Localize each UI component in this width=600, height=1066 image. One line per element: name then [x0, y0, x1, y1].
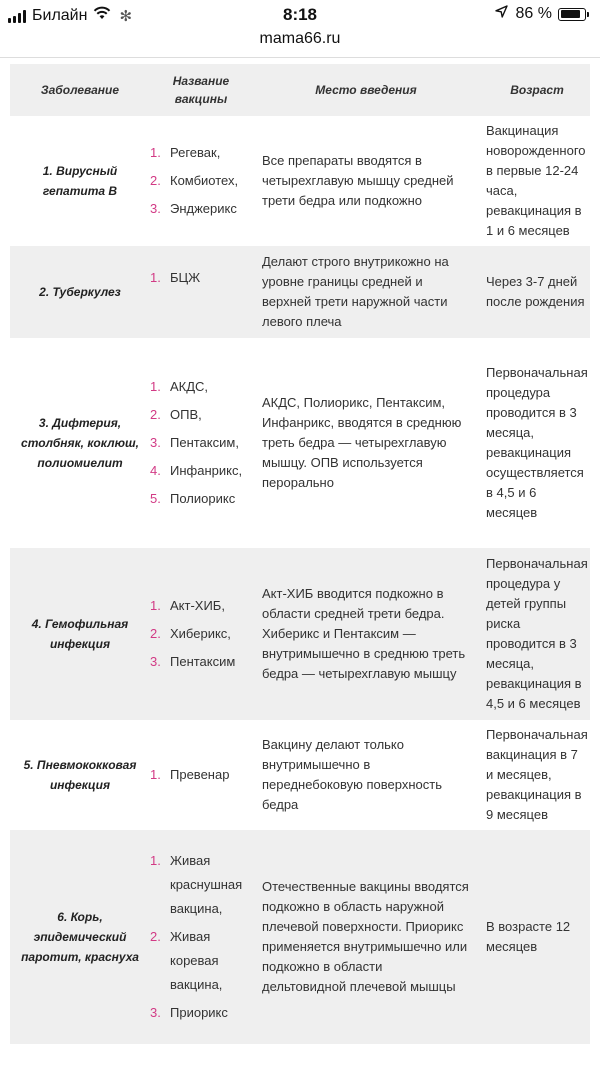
battery-icon [558, 8, 586, 21]
list-item: 2. ОПВ, [150, 407, 202, 422]
list-item: 1. Превенар [150, 767, 230, 782]
disease-name: 1. Вирусный гепатита В [42, 164, 118, 198]
url-text[interactable]: mama66.ru [259, 30, 341, 47]
header-disease: Заболевание [40, 83, 120, 97]
list-item: 2. Хиберикс, [150, 626, 231, 641]
status-time: 8:18 [282, 5, 318, 24]
disease-name: 6. Корь, эпидемический паротит, краснуха [21, 910, 139, 964]
status-right [495, 5, 586, 23]
list-item: 1. Акт-ХИБ, [150, 598, 225, 613]
injection-site: Акт-ХИБ вводится подкожно в области средней трети бедра. Хиберикс и Пентаксим — внутримышечно в среднюю треть бедра — четырехглавую мышцу [262, 586, 466, 681]
url-bar[interactable] [0, 30, 600, 58]
vaccine-list [150, 373, 242, 513]
list-item: 2. Комбиотех, [150, 173, 239, 188]
list-item: 4. Инфанрикс, [150, 463, 243, 478]
carrier-name: Билайн [32, 6, 88, 24]
disease-name: 4. Гемофильная инфекция [31, 617, 129, 651]
age-info: Первоначальная вакцинация в 7 и месяцев, ревакцинация в 9 месяцев [486, 727, 588, 822]
table-row [10, 338, 590, 548]
age-info: Через 3-7 дней после рождения [486, 274, 585, 309]
injection-site: Все препараты вводятся в четырехглавую мышцу средней трети бедра или подкожно [262, 153, 454, 208]
list-item: 1. БЦЖ [150, 270, 201, 285]
status-bar [0, 0, 600, 30]
list-item: 3. Пентаксим [150, 654, 236, 669]
age-info: Вакцинация новорожденного в первые 12-24 часа, ревакцинация в 1 и 6 месяцев [486, 123, 586, 238]
vaccine-list [150, 847, 246, 1027]
list-item: 3. Пентаксим, [150, 435, 239, 450]
disease-name: 3. Дифтерия, столбняк, коклюш, полиомиелит [21, 416, 139, 470]
list-item: 3. Энджерикс [150, 201, 237, 216]
vaccination-table [10, 64, 590, 1044]
injection-site: АКДС, Полиорикс, Пентаксим, Инфанрикс, вводятся в среднюю треть бедра — четырехглавую мышцу. ОПВ используется перорально [262, 395, 462, 490]
table-row [10, 548, 590, 720]
list-item: 5. Полиорикс [150, 491, 236, 506]
list-item: 1. Живая краснушная вакцина, [150, 853, 243, 916]
vaccine-list [150, 139, 238, 223]
list-item: 2. Живая коревая вакцина, [150, 929, 223, 992]
disease-name: 5. Пневмококковая инфекция [23, 758, 137, 792]
table-row [10, 830, 590, 1044]
header-site: Место введения [315, 83, 417, 97]
list-item: 1. Регевак, [150, 145, 221, 160]
injection-site: Делают строго внутрикожно на уровне границы средней и верхней трети наружной части левого плеча [262, 254, 449, 329]
list-item: 3. Приорикс [150, 1005, 228, 1020]
header-vaccine: Название вакцины [172, 74, 230, 106]
table-row [10, 116, 590, 246]
disease-name: 2. Туберкулез [39, 285, 121, 299]
injection-site: Отечественные вакцины вводятся подкожно в область наружной плечевой поверхности. Приорикс применяется внутримышечно или подкожно в области дельтовидной плечевой мышцы [262, 879, 469, 994]
battery-percent: 86 % [515, 5, 552, 22]
list-item: 1. АКДС, [150, 379, 209, 394]
header-age: Возраст [510, 83, 564, 97]
loading-spinner-icon: ✻ [119, 7, 133, 25]
table-header-row [10, 64, 590, 116]
vaccine-list [150, 592, 235, 676]
age-info: Первоначальная процедура проводится в 3 месяца, ревакцинация осуществляется в 4,5 и 6 месяцев [486, 365, 588, 520]
age-info: В возрасте 12 месяцев [486, 919, 571, 954]
vaccine-list [150, 761, 229, 789]
table-row [10, 246, 590, 338]
injection-site: Вакцину делают только внутримышечно в переднебоковую поверхность бедра [262, 737, 442, 812]
vaccine-list [150, 264, 200, 292]
age-info: Первоначальная процедура у детей группы риска проводится в 3 месяца, ревакцинация в 4,5 и 6 месяцев [486, 556, 588, 711]
table-row [10, 720, 590, 830]
location-arrow-icon [495, 5, 508, 23]
